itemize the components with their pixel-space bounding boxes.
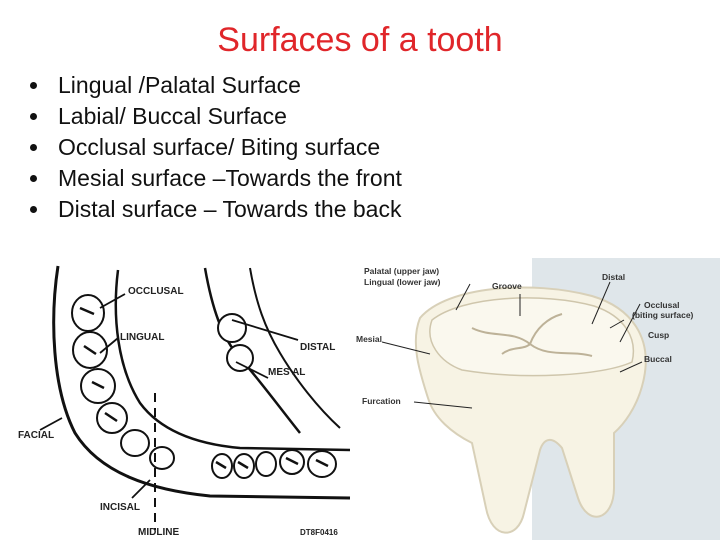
bullet-text: Distal surface – Towards the back: [58, 196, 402, 222]
occlusal-label: OCCLUSAL: [128, 286, 184, 297]
palatal-label: Palatal (upper jaw): [364, 266, 440, 276]
bullet-text: Mesial surface –Towards the front: [58, 165, 402, 191]
incisal-label: INCISAL: [100, 502, 140, 513]
bullet-list: [28, 70, 402, 225]
jaw-diagram: [0, 258, 360, 540]
distal-label: Distal: [602, 272, 626, 282]
cusp-label: Cusp: [648, 330, 670, 340]
bullet-item: [28, 70, 402, 101]
slide-title: Surfaces of a tooth: [217, 21, 503, 59]
mesial-label: Mesial: [356, 334, 382, 344]
bullet-dot: [30, 175, 37, 182]
diagram-code-label: DT8F0416: [300, 528, 338, 537]
occlusal-label: Occlusal: [644, 300, 680, 310]
lingual-label: Lingual (lower jaw): [364, 277, 441, 287]
mesial-label: MES AL: [268, 367, 306, 378]
occlusal-sub-label: (biting surface): [632, 310, 694, 320]
bullet-text: Occlusal surface/ Biting surface: [58, 134, 381, 160]
bullet-item: [28, 163, 402, 194]
distal-label: DISTAL: [300, 342, 336, 353]
groove-label: Groove: [492, 281, 522, 291]
bullet-text: Lingual /Palatal Surface: [58, 72, 301, 98]
lingual-label: LINGUAL: [120, 332, 165, 343]
bullet-dot: [30, 206, 37, 213]
bullet-item: [28, 194, 402, 225]
bullet-text: Labial/ Buccal Surface: [58, 103, 287, 129]
bullet-item: [28, 101, 402, 132]
bullet-item: [28, 132, 402, 163]
buccal-label: Buccal: [644, 354, 672, 364]
molar-diagram: [352, 258, 720, 540]
bullet-dot: [30, 144, 37, 151]
midline-label: MIDLINE: [138, 527, 180, 538]
bullet-dot: [30, 113, 37, 120]
facial-label: FACIAL: [18, 430, 55, 441]
bullet-dot: [30, 82, 37, 89]
furcation-label: Furcation: [362, 396, 401, 406]
